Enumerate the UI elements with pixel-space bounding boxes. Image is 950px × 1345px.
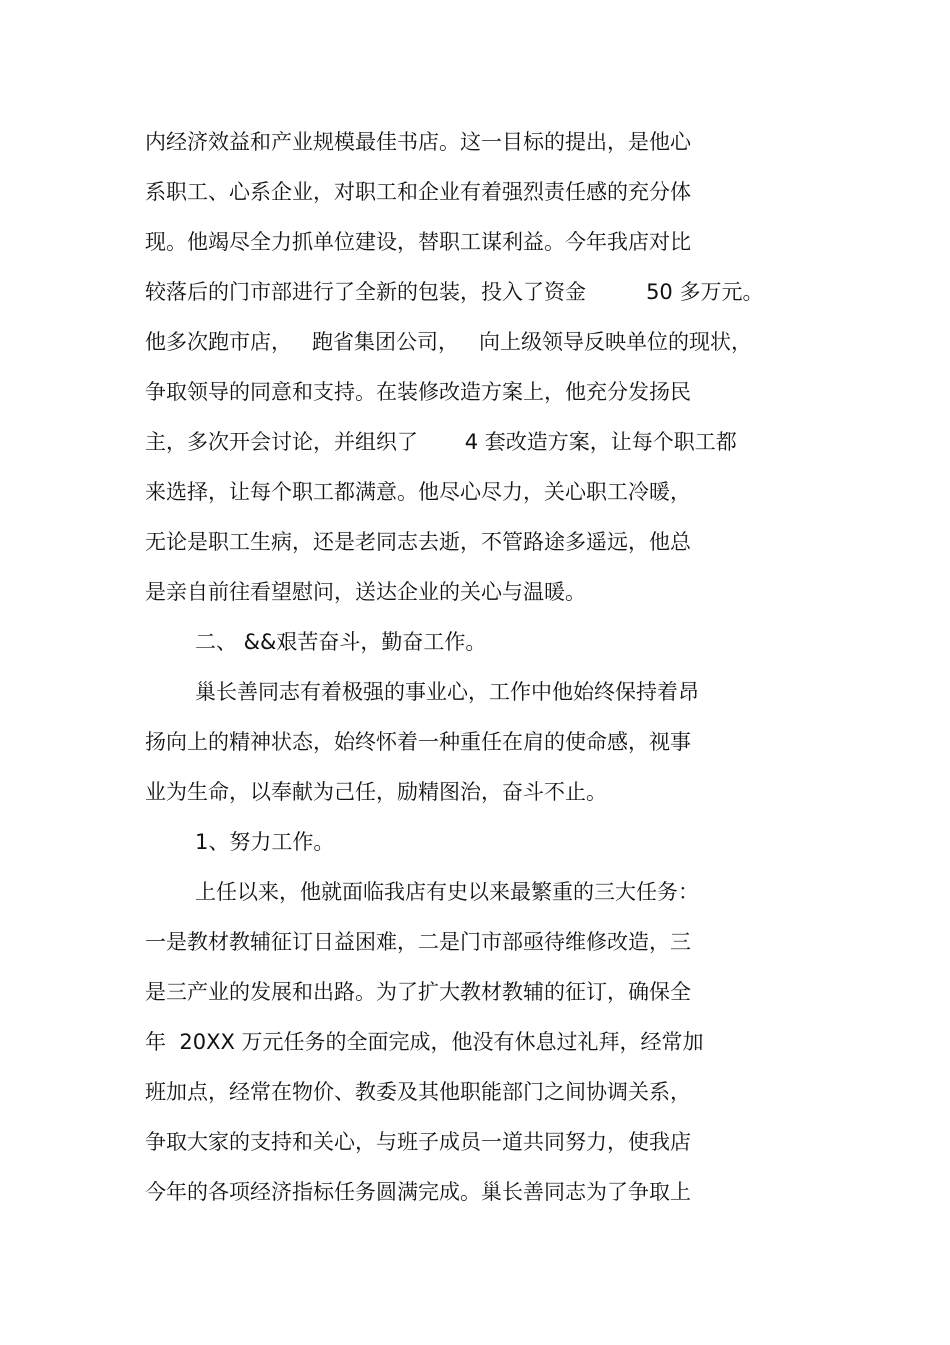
text-line: 他多次跑市店， 跑省集团公司， 向上级领导反映单位的现状， [145, 330, 753, 354]
text-line: 今年的各项经济指标任务圆满完成。巢长善同志为了争取上 [145, 1180, 691, 1204]
text-line: 业为生命，以奉献为己任，励精图治，奋斗不止。 [145, 780, 607, 804]
text-line: 来选择，让每个职工都满意。他尽心尽力，关心职工冷暖， [145, 480, 691, 504]
text-line: 争取领导的同意和支持。在装修改造方案上，他充分发扬民 [145, 380, 691, 404]
subsection-heading: 1、努力工作。 [195, 830, 335, 854]
text-line: 扬向上的精神状态，始终怀着一种重任在肩的使命感，视事 [145, 730, 691, 754]
text-line: 系职工、心系企业，对职工和企业有着强烈责任感的充分体 [145, 180, 691, 204]
text-line: 班加点，经常在物价、教委及其他职能部门之间协调关系， [145, 1080, 691, 1104]
text-line: 现。他竭尽全力抓单位建设，替职工谋利益。今年我店对比 [145, 230, 691, 254]
text-line: 内经济效益和产业规模最佳书店。这一目标的提出，是他心 [145, 130, 691, 154]
text-line: 较落后的门市部进行了全新的包装，投入了资金 50 多万元。 [145, 280, 764, 304]
text-line: 是三产业的发展和出路。为了扩大教材教辅的征订，确保全 [145, 980, 691, 1004]
section-heading: 二、 &&艰苦奋斗，勤奋工作。 [195, 630, 487, 654]
text-line: 争取大家的支持和关心，与班子成员一道共同努力，使我店 [145, 1130, 691, 1154]
text-line: 主，多次开会讨论，并组织了 4 套改造方案，让每个职工都 [145, 430, 737, 454]
text-line: 是亲自前往看望慰问，送达企业的关心与温暖。 [145, 580, 586, 604]
text-line: 上任以来，他就面临我店有史以来最繁重的三大任务： [195, 880, 699, 904]
text-line: 无论是职工生病，还是老同志去逝，不管路途多遥远，他总 [145, 530, 691, 554]
text-line: 一是教材教辅征订日益困难，二是门市部亟待维修改造，三 [145, 930, 691, 954]
text-line: 巢长善同志有着极强的事业心，工作中他始终保持着昂 [195, 680, 699, 704]
text-line: 年 20XX 万元任务的全面完成，他没有休息过礼拜，经常加 [145, 1030, 704, 1054]
